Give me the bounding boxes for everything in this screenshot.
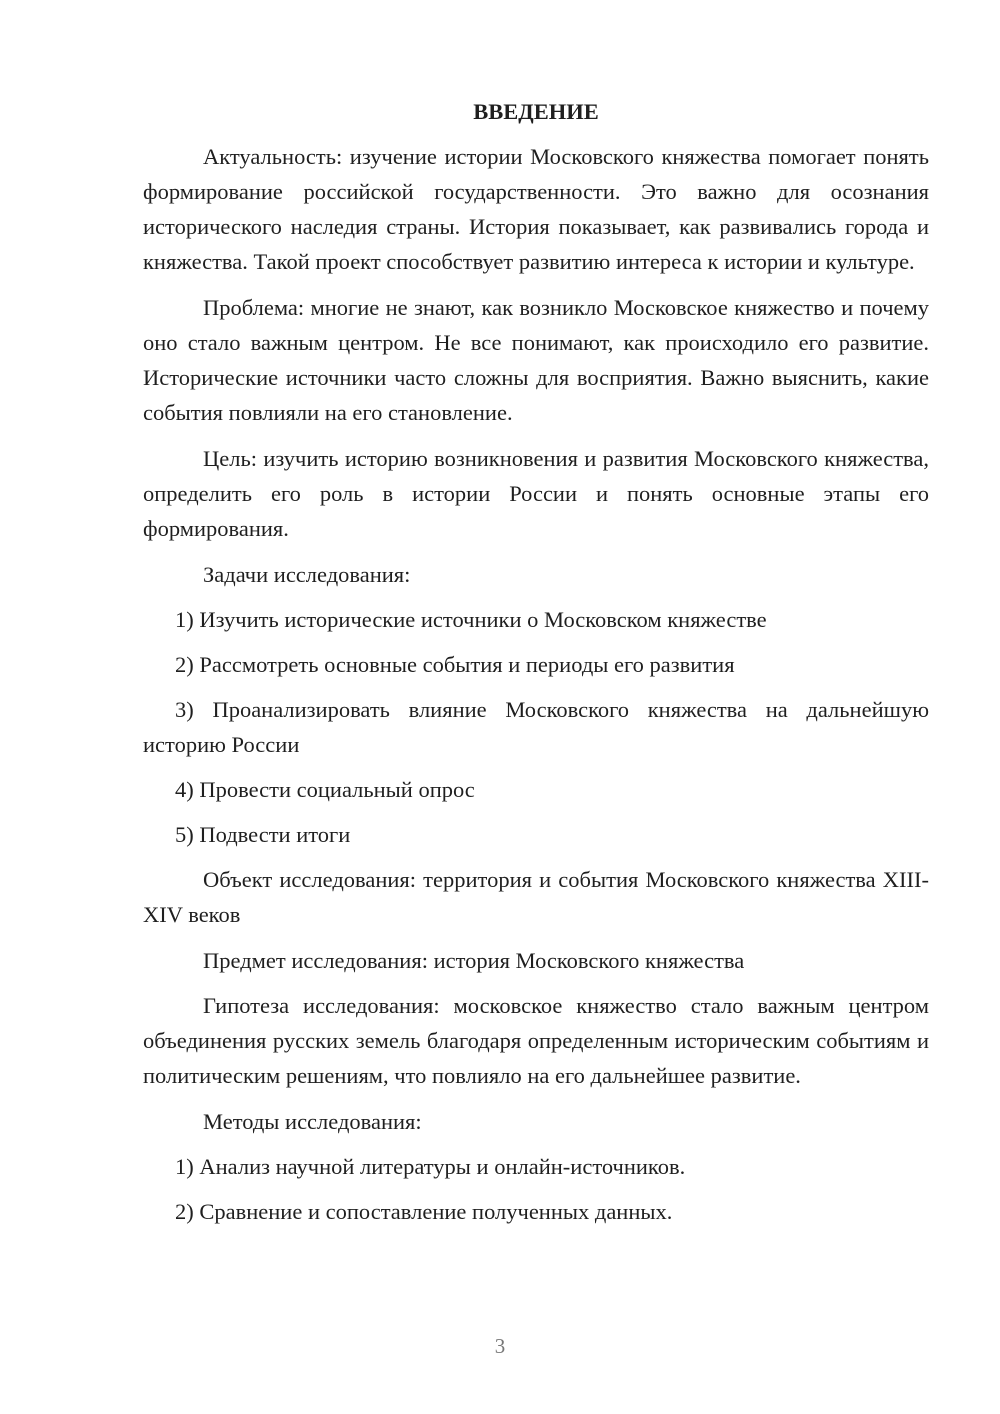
tasks-heading: Задачи исследования: — [203, 562, 411, 587]
problem-paragraph: Проблема: многие не знают, как возникло Московское княжество и почему оно стало важным центром. Не все понимают, как происходило его развитие. Исторические источники часто сложны для восприятия. Важно выяснить, какие события повлияли на его становление. — [143, 295, 929, 425]
hypothesis-paragraph: Гипотеза исследования: московское княжество стало важным центром объединения русских земель благодаря определенным историческим событиям и политическим решениям, что повлияло на его дальнейшее развитие. — [143, 993, 929, 1088]
method-item: 2) Сравнение и сопоставление полученных данных. — [175, 1199, 673, 1224]
method-item: 1) Анализ научной литературы и онлайн-источников. — [175, 1154, 686, 1179]
goal-paragraph: Цель: изучить историю возникновения и развития Московского княжества, определить его роль в истории России и понять основные этапы его формирования. — [143, 446, 929, 541]
methods-heading: Методы исследования: — [203, 1109, 422, 1134]
task-item: 5) Подвести итоги — [175, 822, 351, 847]
page-number: 3 — [494, 1334, 506, 1358]
task-item: 1) Изучить исторические источники о Московском княжестве — [175, 607, 767, 632]
task-item: 2) Рассмотреть основные события и периоды его развития — [175, 652, 735, 677]
task-item: 4) Провести социальный опрос — [175, 777, 475, 802]
document-page — [143, 94, 929, 1239]
relevance-paragraph: Актуальность: изучение истории Московского княжества помогает понять формирование российской государственности. Это важно для осознания исторического наследия страны. История показывает, как развивались города и княжества. Такой проект способствует развитию интереса к истории и культуре. — [143, 144, 929, 274]
subject-paragraph: Предмет исследования: история Московского княжества — [203, 948, 745, 973]
object-paragraph: Объект исследования: территория и события Московского княжества XIII-XIV веков — [143, 867, 929, 927]
task-item: 3) Проанализировать влияние Московского княжества на дальнейшую историю России — [143, 697, 929, 757]
section-heading: ВВЕДЕНИЕ — [473, 99, 599, 124]
